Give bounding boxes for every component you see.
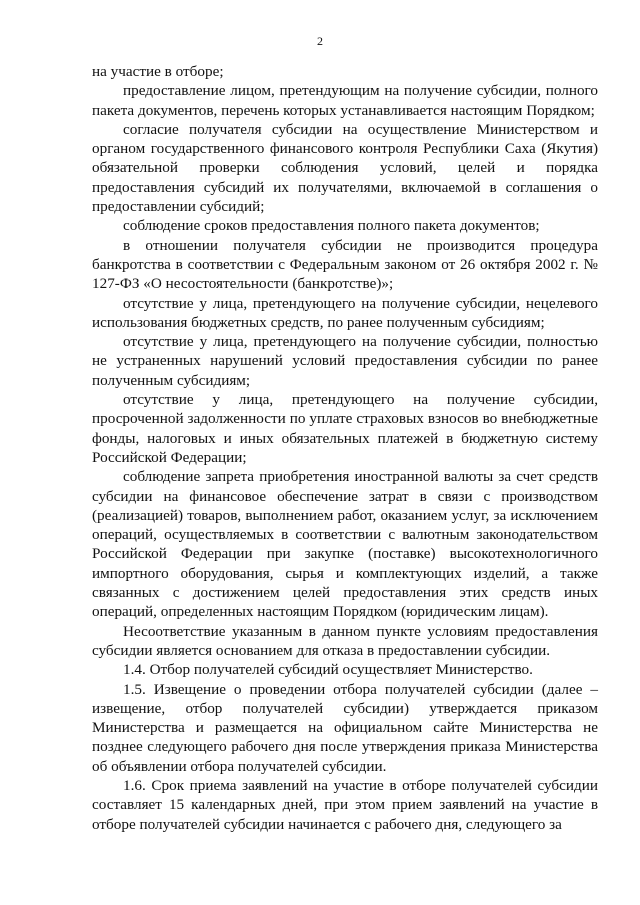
paragraph: предоставление лицом, претендующим на получение субсидии, полного пакета документов, перечень которых устанавливается настоящим Порядком; — [92, 82, 598, 119]
document-body — [92, 62, 598, 834]
paragraph: отсутствие у лица, претендующего на получение субсидии, просроченной задолженности по уплате страховых взносов во внебюджетные фонды, налоговых и иных обязательных платежей в бюджетную систему Российской Федерации; — [92, 391, 598, 466]
page-number: 2 — [317, 34, 323, 48]
paragraph: в отношении получателя субсидии не производится процедура банкротства в соответствии с Федеральным законом от 26 октября 2002 г. № 127-ФЗ «О несостоятельности (банкротстве)»; — [92, 236, 598, 293]
paragraph: на участие в отборе; — [92, 63, 224, 80]
paragraph: Несоответствие указанным в данном пункте условиям предоставления субсидии является основанием для отказа в предоставлении субсидии. — [92, 622, 598, 659]
paragraph: 1.4. Отбор получателей субсидий осуществляет Министерство. — [123, 661, 533, 679]
paragraph: согласие получателя субсидии на осуществление Министерством и органом государственного финансового контроля Республики Саха (Якутия) обязательной проверки соблюдения условий, целей и порядка предоставления субсидий их получателями, включаемой в соглашения о предоставлении субсидий; — [92, 120, 598, 216]
paragraph: 1.6. Срок приема заявлений на участие в отборе получателей субсидии составляет 15 календарных дней, при этом прием заявлений на участие в отборе получателей субсидии начинается с рабочего дня, следующего за — [92, 776, 598, 833]
paragraph: отсутствие у лица, претендующего на получение субсидии, полностью не устраненных нарушений условий предоставления субсидии по ранее полученным субсидиям; — [92, 333, 598, 389]
paragraph: соблюдение запрета приобретения иностранной валюты за счет средств субсидии на финансовое обеспечение затрат в связи с производством (реализацией) товаров, выполнением работ, оказанием услуг, за исключением операций, осуществляемых в соответствии с валютным законодательством Российской Федерации при закупке (поставке) высокотехнологичного импортного оборудования, сырья и комплектующих изделий, а также связанных с достижением целей предоставления этих средств иных операций, определенных настоящим Порядком (юридическим лицам). — [92, 468, 598, 621]
paragraph: соблюдение сроков предоставления полного пакета документов; — [123, 217, 540, 235]
paragraph: 1.5. Извещение о проведении отбора получателей субсидии (далее – извещение, отбор получателей субсидии) утверждается приказом Министерства и размещается на официальном сайте Министерства не позднее следующего рабочего дня после утверждения приказа Министерства об объявлении отбора получателей субсидии. — [92, 680, 598, 775]
paragraph: отсутствие у лица, претендующего на получение субсидии, нецелевого использования бюджетных средств, по ранее полученным субсидиям; — [92, 294, 598, 331]
